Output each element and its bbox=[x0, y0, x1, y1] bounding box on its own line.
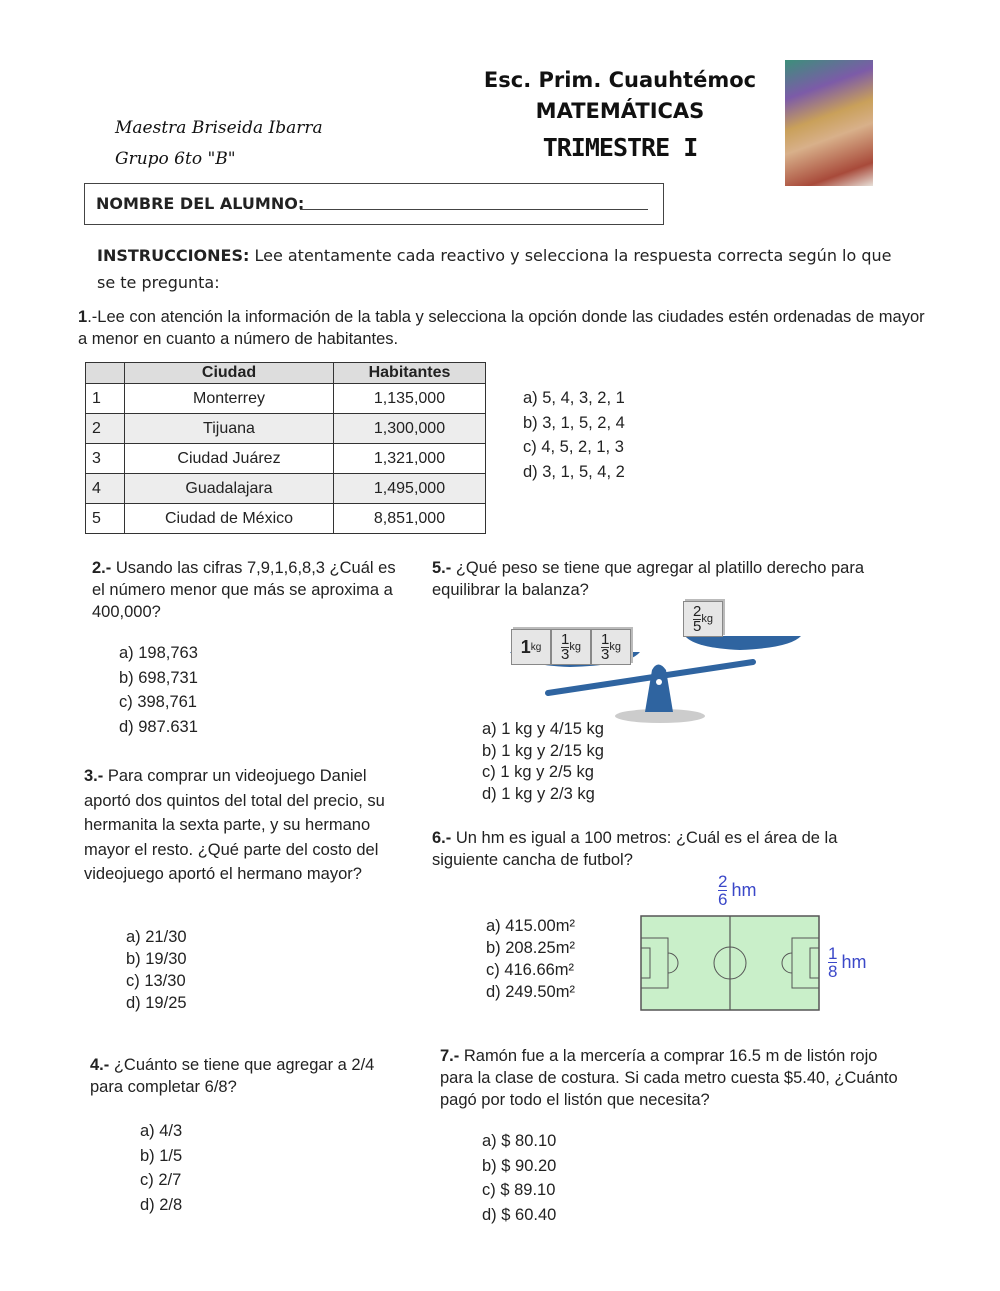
question-number: 1 bbox=[78, 308, 88, 326]
weight-two-fifths-kg bbox=[683, 601, 723, 637]
cell: 1,321,000 bbox=[334, 444, 486, 474]
weight-unit: kg bbox=[569, 641, 581, 653]
question-2 bbox=[92, 557, 397, 623]
student-name-box[interactable] bbox=[84, 183, 664, 225]
numerator: 2 bbox=[693, 602, 702, 620]
cell: Guadalajara bbox=[125, 474, 334, 504]
denominator: 3 bbox=[561, 645, 570, 663]
col-header: Ciudad bbox=[125, 363, 334, 384]
soccer-field bbox=[640, 915, 820, 1011]
table-row bbox=[86, 474, 486, 504]
cell: 1 bbox=[86, 384, 125, 414]
option-d[interactable]: d) 987.631 bbox=[119, 717, 198, 736]
unit: hm bbox=[731, 880, 757, 900]
col-header: Habitantes bbox=[334, 363, 486, 384]
field-height-label bbox=[828, 945, 866, 980]
cuauhtemoc-portrait bbox=[785, 60, 873, 186]
q7-options bbox=[482, 1129, 556, 1227]
option-b[interactable]: b) $ 90.20 bbox=[482, 1156, 557, 1175]
option-c[interactable]: c) 2/7 bbox=[140, 1171, 182, 1189]
unit: hm bbox=[841, 952, 867, 972]
option-c[interactable]: c) 4, 5, 2, 1, 3 bbox=[523, 438, 624, 456]
weight-unit: kg bbox=[609, 641, 621, 653]
student-name-field[interactable] bbox=[300, 209, 648, 210]
denominator: 8 bbox=[828, 962, 838, 981]
question-number: 3.- bbox=[84, 767, 104, 785]
option-d[interactable]: d) 1 kg y 2/3 kg bbox=[482, 784, 595, 803]
question-number: 6.- bbox=[432, 829, 452, 847]
question-text: ¿Qué peso se tiene que agregar al platillo derecho para equilibrar la balanza? bbox=[432, 559, 865, 599]
question-6 bbox=[432, 827, 902, 871]
cell: 2 bbox=[86, 414, 125, 444]
cell: Tijuana bbox=[125, 414, 334, 444]
table-row bbox=[86, 504, 486, 534]
numerator: 1 bbox=[561, 630, 570, 648]
field-width-label bbox=[718, 873, 756, 908]
option-c[interactable]: c) 13/30 bbox=[126, 972, 186, 990]
option-a[interactable]: a) 415.00m² bbox=[486, 917, 575, 935]
question-text: Para comprar un videojuego Daniel aportó dos quintos del total del precio, su hermanita la sexta parte, y su hermano mayor el resto. ¿Qué parte del costo del videojuego aportó el hermano mayor? bbox=[84, 767, 385, 883]
teacher-name: Maestra Briseida Ibarra bbox=[115, 118, 323, 138]
student-name-label: NOMBRE DEL ALUMNO: bbox=[96, 194, 305, 213]
question-text: Un hm es igual a 100 metros: ¿Cuál es el área de la siguiente cancha de futbol? bbox=[432, 829, 838, 869]
question-number: 4.- bbox=[90, 1056, 110, 1074]
option-d[interactable]: d) 3, 1, 5, 4, 2 bbox=[523, 462, 625, 481]
weight-third-kg bbox=[551, 629, 591, 665]
option-a[interactable]: a) 4/3 bbox=[140, 1122, 183, 1140]
term-title: TRIMESTRE I bbox=[542, 133, 698, 162]
weight-value: 1 bbox=[520, 636, 531, 657]
q6-options bbox=[486, 915, 575, 1003]
numerator: 1 bbox=[601, 630, 610, 648]
numerator: 1 bbox=[828, 944, 838, 963]
option-a[interactable]: a) 21/30 bbox=[126, 928, 187, 946]
q2-options bbox=[119, 641, 198, 739]
table-row bbox=[86, 444, 486, 474]
cell: Ciudad Juárez bbox=[125, 444, 334, 474]
option-c[interactable]: c) 416.66m² bbox=[486, 961, 575, 979]
cell: 8,851,000 bbox=[334, 504, 486, 534]
cell: 3 bbox=[86, 444, 125, 474]
cell: 1,495,000 bbox=[334, 474, 486, 504]
question-text: ¿Cuánto se tiene que agregar a 2/4 para completar 6/8? bbox=[90, 1056, 375, 1096]
question-3 bbox=[84, 764, 404, 887]
option-c[interactable]: c) 1 kg y 2/5 kg bbox=[482, 763, 594, 781]
question-number: 2.- bbox=[92, 559, 112, 577]
q4-options bbox=[140, 1119, 182, 1217]
question-number: 7.- bbox=[440, 1047, 460, 1065]
weight-unit: kg bbox=[530, 641, 542, 653]
balance-scale bbox=[500, 595, 810, 725]
option-a[interactable]: a) 1 kg y 4/15 kg bbox=[482, 720, 604, 738]
weight-1kg bbox=[511, 629, 551, 665]
denominator: 6 bbox=[718, 890, 728, 909]
denominator: 5 bbox=[693, 617, 702, 635]
denominator: 3 bbox=[601, 645, 610, 663]
q3-options bbox=[126, 926, 187, 1014]
numerator: 2 bbox=[718, 872, 728, 891]
weight-unit: kg bbox=[701, 613, 713, 625]
option-a[interactable]: a) $ 80.10 bbox=[482, 1132, 557, 1150]
cell: 1,135,000 bbox=[334, 384, 486, 414]
option-b[interactable]: b) 1/5 bbox=[140, 1146, 183, 1165]
q1-options bbox=[523, 386, 625, 484]
option-b[interactable]: b) 1 kg y 2/15 kg bbox=[482, 741, 604, 760]
group-label: Grupo 6to "B" bbox=[115, 149, 236, 169]
option-a[interactable]: a) 198,763 bbox=[119, 644, 198, 662]
question-text: Ramón fue a la mercería a comprar 16.5 m de listón rojo para la clase de costura. Si cada metro cuesta $5.40, ¿Cuánto pagó por todo el listón que necesita? bbox=[440, 1047, 898, 1109]
school-name: Esc. Prim. Cuauhtémoc bbox=[483, 68, 757, 92]
cell: 1,300,000 bbox=[334, 414, 486, 444]
option-d[interactable]: d) $ 60.40 bbox=[482, 1205, 557, 1224]
question-text: Usando las cifras 7,9,1,6,8,3 ¿Cuál es el número menor que más se aproxima a 400,000? bbox=[92, 559, 396, 621]
option-d[interactable]: d) 2/8 bbox=[140, 1195, 183, 1214]
question-number: 5.- bbox=[432, 559, 452, 577]
instructions-text: Lee atentamente cada reactivo y selecciona la respuesta correcta según lo que se te pregunta: bbox=[97, 246, 892, 292]
question-text: .-Lee con atención la información de la tabla y selecciona la opción donde las ciudades estén ordenadas de mayor a menor en cuanto a número de habitantes. bbox=[78, 308, 925, 348]
table-row bbox=[86, 384, 486, 414]
weight-third-kg bbox=[591, 629, 631, 665]
option-a[interactable]: a) 5, 4, 3, 2, 1 bbox=[523, 389, 625, 407]
cell: 5 bbox=[86, 504, 125, 534]
question-7 bbox=[440, 1045, 900, 1111]
option-b[interactable]: b) 698,731 bbox=[119, 668, 198, 687]
subject-title: MATEMÁTICAS bbox=[535, 99, 705, 123]
question-1 bbox=[78, 306, 928, 350]
cell: Ciudad de México bbox=[125, 504, 334, 534]
option-d[interactable]: d) 19/25 bbox=[126, 994, 187, 1012]
col-header bbox=[86, 363, 125, 384]
cell: 4 bbox=[86, 474, 125, 504]
instructions bbox=[97, 242, 907, 296]
q5-options bbox=[482, 719, 604, 805]
cities-table bbox=[85, 362, 486, 534]
table-row bbox=[86, 414, 486, 444]
cell: Monterrey bbox=[125, 384, 334, 414]
option-d[interactable]: d) 249.50m² bbox=[486, 983, 575, 1001]
option-b[interactable]: b) 3, 1, 5, 2, 4 bbox=[523, 413, 625, 432]
option-b[interactable]: b) 19/30 bbox=[126, 950, 187, 968]
question-4 bbox=[90, 1054, 410, 1098]
option-c[interactable]: c) 398,761 bbox=[119, 693, 197, 711]
instructions-label: INSTRUCCIONES: bbox=[97, 246, 250, 265]
option-b[interactable]: b) 208.25m² bbox=[486, 939, 575, 957]
option-c[interactable]: c) $ 89.10 bbox=[482, 1181, 556, 1199]
